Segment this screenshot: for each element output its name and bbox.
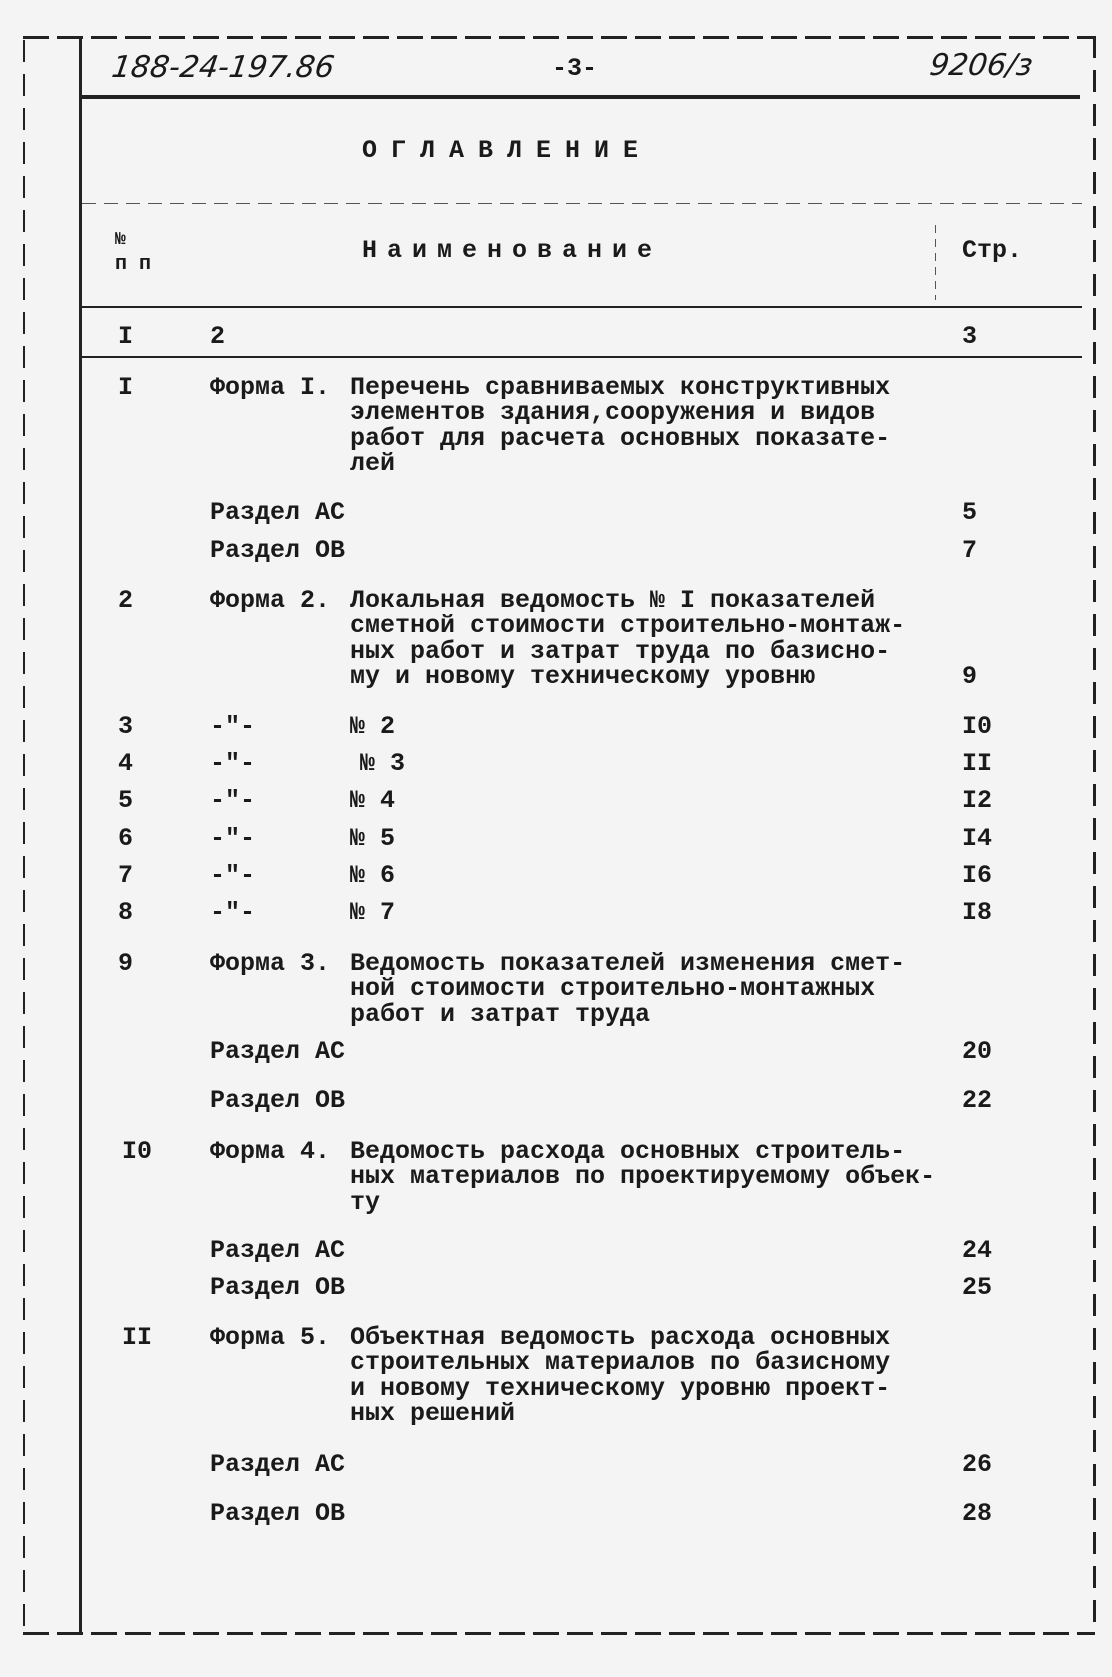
frame-top-dashed-border [23, 36, 1095, 39]
section-name: Раздел АС [210, 498, 346, 527]
item-number: 8 [118, 898, 134, 927]
item-number: 5 [118, 786, 134, 815]
col-name-header: Наименование [362, 236, 663, 265]
item-form-label: Форма 3. [210, 949, 331, 978]
item-number: I [118, 373, 134, 402]
item-ditto-label: -"- [210, 749, 256, 778]
item-number: 2 [118, 586, 134, 615]
header-column-separator [935, 225, 936, 300]
section-name: Раздел ОВ [210, 1273, 346, 1302]
item-desc-line: работ для расчета основных показате- [350, 424, 891, 453]
item-desc-line: лей [350, 449, 396, 478]
item-desc-line: му и новому техническому уровню [350, 662, 816, 691]
item-ditto-label: -"- [210, 712, 256, 741]
page-title: ОГЛАВЛЕНИЕ [362, 136, 653, 165]
section-name: Раздел АС [210, 1037, 346, 1066]
item-desc-line: № 6 [350, 861, 396, 890]
frame-inner-left-border [79, 36, 82, 1634]
item-desc-line: № 4 [350, 786, 396, 815]
item-desc-line: Объектная ведомость расхода основных [350, 1323, 891, 1352]
section-name: Раздел ОВ [210, 1086, 346, 1115]
frame-right-border [1093, 36, 1096, 1634]
item-number: I0 [122, 1137, 153, 1166]
item-ditto-label: -"- [210, 824, 256, 853]
item-ditto-label: -"- [210, 898, 256, 927]
table-top-rule [82, 203, 1082, 204]
section-name: Раздел ОВ [210, 1499, 346, 1528]
table-header-rule [82, 306, 1082, 308]
item-page: I6 [962, 861, 993, 890]
item-form-label: Форма I. [210, 373, 331, 402]
item-desc-line: сметной стоимости строительно-монтаж- [350, 611, 906, 640]
section-page: 5 [962, 498, 978, 527]
item-desc-line: ту [350, 1188, 381, 1217]
item-number: 7 [118, 861, 134, 890]
item-page: I0 [962, 712, 993, 741]
item-page: II [962, 749, 993, 778]
section-page: 24 [962, 1236, 993, 1265]
item-desc-line: и новому техническому уровню проект- [350, 1374, 891, 1403]
frame-bottom-dashed-border [23, 1632, 1095, 1635]
item-ditto-label: -"- [210, 861, 256, 890]
item-desc-line: работ и затрат труда [350, 1000, 651, 1029]
col-index-1: I [118, 322, 134, 351]
table-index-rule [82, 356, 1082, 358]
archive-number: 9206/з [927, 48, 1035, 83]
item-form-label: Форма 5. [210, 1323, 331, 1352]
section-name: Раздел АС [210, 1450, 346, 1479]
item-desc-line: ной стоимости строительно-монтажных [350, 974, 876, 1003]
item-desc-line: строительных материалов по базисному [350, 1348, 891, 1377]
item-form-label: Форма 2. [210, 586, 331, 615]
item-desc-line: Ведомость показателей изменения смет- [350, 949, 906, 978]
col-page-header: Стр. [962, 236, 1023, 265]
col-num-header-line2: п п [115, 253, 152, 276]
col-num-header-line1: № [115, 230, 126, 250]
item-number: 3 [118, 712, 134, 741]
item-form-label: Форма 4. [210, 1137, 331, 1166]
section-page: 20 [962, 1037, 993, 1066]
item-page: I4 [962, 824, 993, 853]
item-desc-line: Перечень сравниваемых конструктивных [350, 373, 891, 402]
item-desc-line: элементов здания,сооружения и видов [350, 398, 876, 427]
section-page: 28 [962, 1499, 993, 1528]
section-page: 7 [962, 536, 978, 565]
item-number: 9 [118, 949, 134, 978]
item-desc-line: ных работ и затрат труда по базисно- [350, 637, 891, 666]
item-desc-line: № 2 [350, 712, 396, 741]
col-index-2: 2 [210, 322, 226, 351]
document-code: 188-24-197.86 [109, 50, 337, 85]
item-number: 6 [118, 824, 134, 853]
section-page: 22 [962, 1086, 993, 1115]
item-desc-line: № 7 [350, 898, 396, 927]
item-desc-line: Локальная ведомость № I показателей [350, 586, 876, 615]
item-number: 4 [118, 749, 134, 778]
section-page: 25 [962, 1273, 993, 1302]
item-desc-line: № 5 [350, 824, 396, 853]
item-number: II [122, 1323, 153, 1352]
section-page: 26 [962, 1450, 993, 1479]
item-desc-line: ных материалов по проектируемому объек- [350, 1162, 936, 1191]
col-index-3: 3 [962, 322, 978, 351]
section-name: Раздел АС [210, 1236, 346, 1265]
item-page: I2 [962, 786, 993, 815]
item-desc-line: № 3 [360, 749, 406, 778]
section-name: Раздел ОВ [210, 536, 346, 565]
item-desc-line: ных решений [350, 1399, 516, 1428]
item-desc-line: Ведомость расхода основных строитель- [350, 1137, 906, 1166]
item-page: 9 [962, 662, 978, 691]
item-ditto-label: -"- [210, 786, 256, 815]
frame-left-dashed-border [23, 40, 25, 1630]
page-marker: -3- [552, 54, 598, 83]
header-divider [80, 95, 1080, 99]
item-page: I8 [962, 898, 993, 927]
